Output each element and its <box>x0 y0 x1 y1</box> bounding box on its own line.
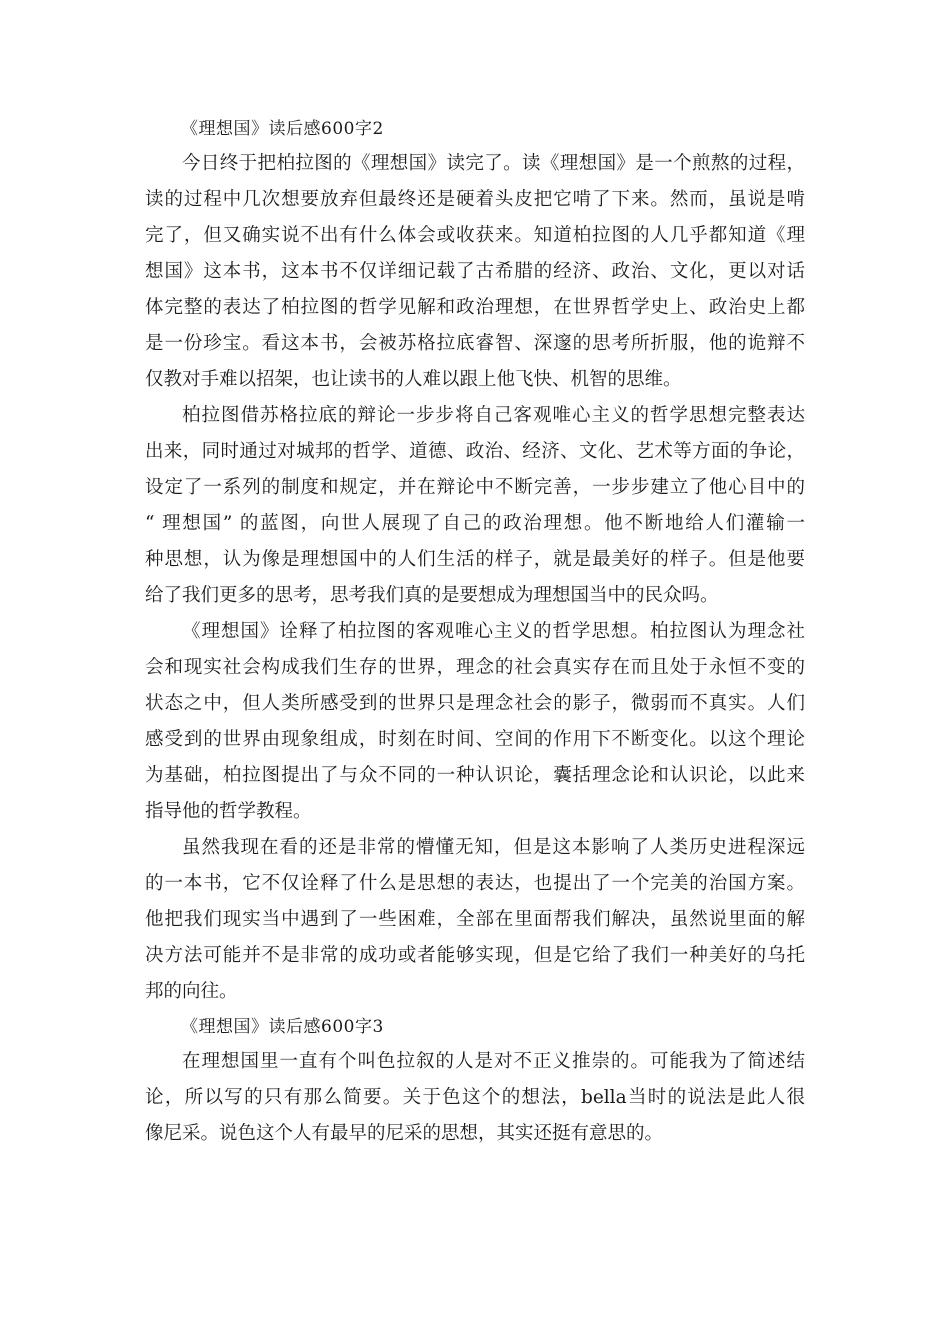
text-line: 论，所以写的只有那么简要。关于色这个的想法，bella当时的说法是此人很 <box>145 1087 805 1108</box>
text-line: 邦的向往。 <box>145 981 238 1002</box>
text-line: 读的过程中几次想要放弃但最终还是硬着头皮把它啃了下来。然而，虽说是啃 <box>145 189 805 210</box>
text-line: 会和现实社会构成我们生存的世界，理念的社会真实存在而且处于永恒不变的 <box>145 657 805 678</box>
text-line: 感受到的世界由现象组成，时刻在时间、空间的作用下不断变化。以这个理论 <box>145 729 805 750</box>
text-line: 给了我们更多的思考，思考我们真的是要想成为理想国当中的民众吗。 <box>145 585 719 606</box>
text-line: 仅教对手难以招架，也让读书的人难以跟上他飞快、机智的思维。 <box>145 369 682 390</box>
text-line: 为基础，柏拉图提出了与众不同的一种认识论，囊括理念论和认识论，以此来 <box>145 765 805 786</box>
text-line: 想国》这本书，这本书不仅详细记载了古希腊的经济、政治、文化，更以对话 <box>145 261 805 282</box>
document-body <box>145 112 805 1152</box>
text-line: 今日终于把柏拉图的《理想国》读完了。读《理想国》是一个煎熬的过程， <box>182 153 805 174</box>
text-line: 体完整的表达了柏拉图的哲学见解和政治理想，在世界哲学史上、政治史上都 <box>145 297 805 318</box>
text-line: 是一份珍宝。看这本书，会被苏格拉底睿智、深邃的思考所折服，他的诡辩不 <box>145 333 805 354</box>
paragraph <box>145 146 805 398</box>
paragraph <box>145 614 805 830</box>
paragraph <box>145 398 805 614</box>
section-heading: 《理想国》读后感600字2 <box>181 119 384 139</box>
text-line: 完了，但又确实说不出有什么体会或收获来。知道柏拉图的人几乎都知道《理 <box>145 225 805 246</box>
text-line: 决方法可能并不是非常的成功或者能够实现，但是它给了我们一种美好的乌托 <box>145 945 805 966</box>
text-line: “ 理想国” 的蓝图，向世人展现了自己的政治理想。他不断地给人们灌输一 <box>145 513 805 534</box>
text-line: 在理想国里一直有个叫色拉叙的人是对不正义推崇的。可能我为了简述结 <box>182 1051 805 1072</box>
text-line: 柏拉图借苏格拉底的辩论一步步将自己客观唯心主义的哲学思想完整表达 <box>182 405 805 426</box>
text-line: 虽然我现在看的还是非常的懵懂无知，但是这本影响了人类历史进程深远 <box>182 837 805 858</box>
text-line: 他把我们现实当中遇到了一些困难，全部在里面帮我们解决，虽然说里面的解 <box>145 909 805 930</box>
text-line: 指导他的哲学教程。 <box>145 801 312 822</box>
text-line: 出来，同时通过对城邦的哲学、道德、政治、经济、文化、艺术等方面的争论， <box>145 441 805 462</box>
text-line: 设定了一系列的制度和规定，并在辩论中不断完善，一步步建立了他心目中的 <box>145 477 805 498</box>
paragraph <box>145 1044 805 1152</box>
text-line: 状态之中，但人类所感受到的世界只是理念社会的影子，微弱而不真实。人们 <box>145 693 805 714</box>
text-line: 的一本书，它不仅诠释了什么是思想的表达，也提出了一个完美的治国方案。 <box>145 873 805 894</box>
text-line: 《理想国》诠释了柏拉图的客观唯心主义的哲学思想。柏拉图认为理念社 <box>182 621 805 642</box>
text-line: 像尼采。说色这个人有最早的尼采的思想，其实还挺有意思的。 <box>145 1123 664 1144</box>
section-heading: 《理想国》读后感600字3 <box>181 1017 384 1037</box>
paragraph <box>145 830 805 1010</box>
text-line: 种思想，认为像是理想国中的人们生活的样子，就是最美好的样子。但是他要 <box>145 549 805 570</box>
